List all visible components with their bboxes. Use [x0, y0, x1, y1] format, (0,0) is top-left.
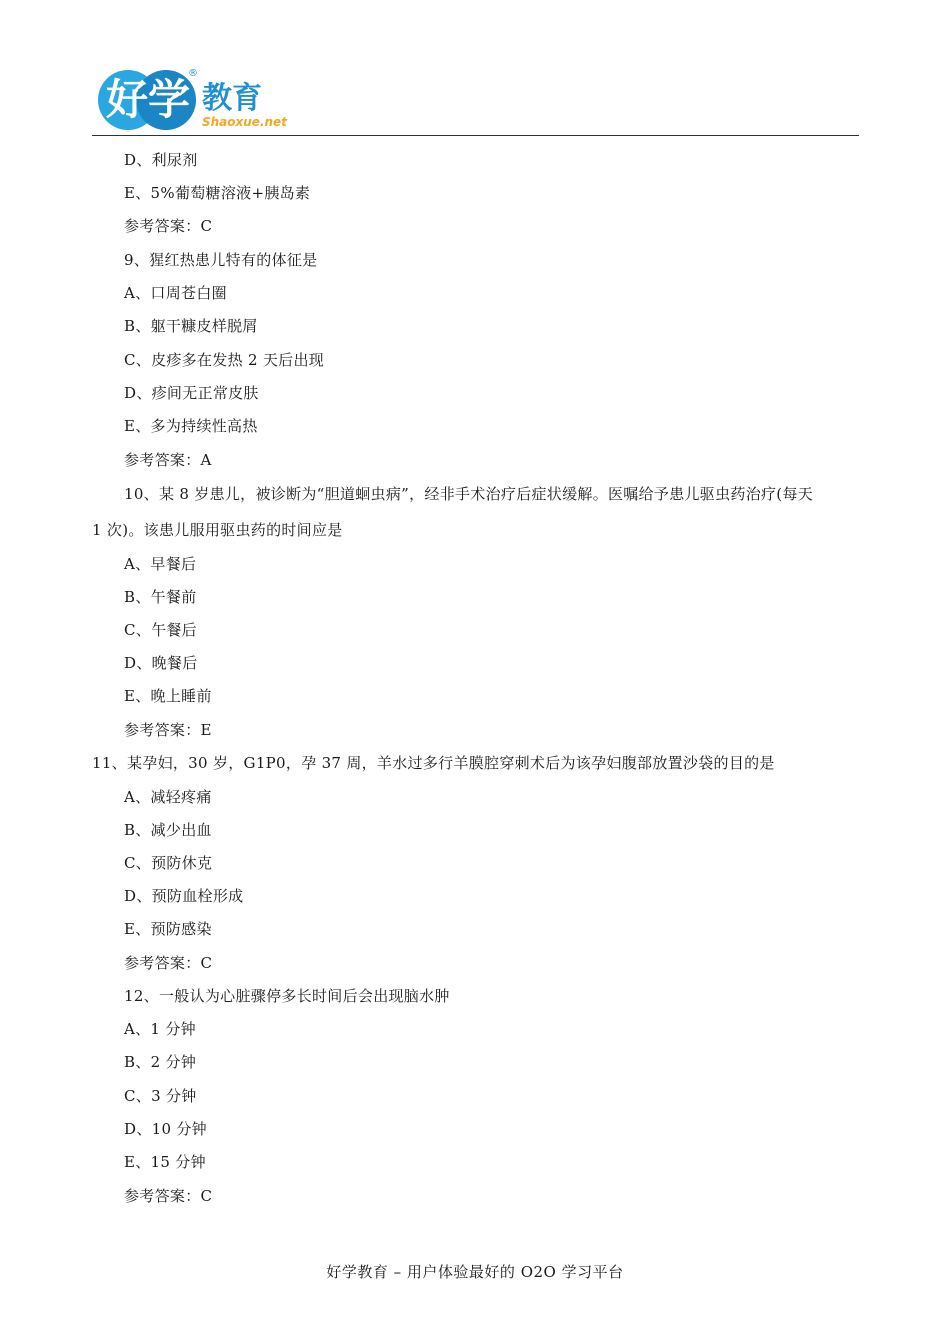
text-line: E、5%葡萄糖溶液+胰岛素: [124, 184, 311, 202]
text-line: B、减少出血: [124, 821, 212, 839]
text-line: E、多为持续性高热: [124, 417, 258, 435]
text-line: D、利尿剂: [124, 151, 198, 169]
text-line: D、疹间无正常皮肤: [124, 384, 259, 402]
text-line: B、2 分钟: [124, 1053, 197, 1071]
text-line: 参考答案：C: [124, 954, 213, 972]
text-line: 12、一般认为心脏骤停多长时间后会出现脑水肿: [124, 987, 450, 1005]
text-line: 9、猩红热患儿特有的体征是: [124, 251, 318, 269]
text-line: 1 次)。该患儿服用驱虫药的时间应是: [92, 521, 343, 539]
text-line: D、预防血栓形成: [124, 887, 244, 905]
text-line: B、躯干糠皮样脱屑: [124, 317, 258, 335]
registered-mark: ®: [188, 68, 198, 79]
text-line: C、午餐后: [124, 621, 197, 639]
haoxue-logo: [92, 62, 352, 134]
page-header: [92, 62, 859, 138]
text-line: D、晚餐后: [124, 654, 198, 672]
text-line: A、减轻疼痛: [124, 788, 212, 806]
text-line: A、早餐后: [124, 555, 197, 573]
text-line: C、3 分钟: [124, 1087, 197, 1105]
text-line: B、午餐前: [124, 588, 197, 606]
text-line: D、10 分钟: [124, 1120, 207, 1138]
text-line: 参考答案：A: [124, 451, 212, 469]
text-line: E、15 分钟: [124, 1153, 206, 1171]
text-line: 参考答案：C: [124, 1187, 213, 1205]
logo-main-text: 好学: [106, 75, 191, 124]
text-line: 11、某孕妇，30 岁，G1P0，孕 37 周，羊水过多行羊膜腔穿刺术后为该孕妇腹部放置沙袋的目的是: [92, 754, 775, 772]
logo-url-text: Shaoxue.net: [202, 115, 287, 129]
text-line: A、口周苍白圈: [124, 284, 227, 302]
text-line: C、预防休克: [124, 854, 213, 872]
text-line: 参考答案：E: [124, 721, 212, 739]
text-line: C、皮疹多在发热 2 天后出现: [124, 351, 325, 369]
text-line: E、预防感染: [124, 920, 212, 938]
header-rule: [92, 135, 859, 136]
logo-side-text: 教育: [202, 81, 262, 116]
text-line: 10、某 8 岁患儿，被诊断为“胆道蛔虫病”，经非手术治疗后症状缓解。医嘱给予患儿驱虫药治疗(每天: [124, 485, 814, 503]
text-line: E、晚上睡前: [124, 687, 212, 705]
page-footer: 好学教育 – 用户体验最好的 O2O 学习平台: [326, 1263, 624, 1281]
text-line: A、1 分钟: [124, 1020, 196, 1038]
text-line: 参考答案：C: [124, 217, 213, 235]
